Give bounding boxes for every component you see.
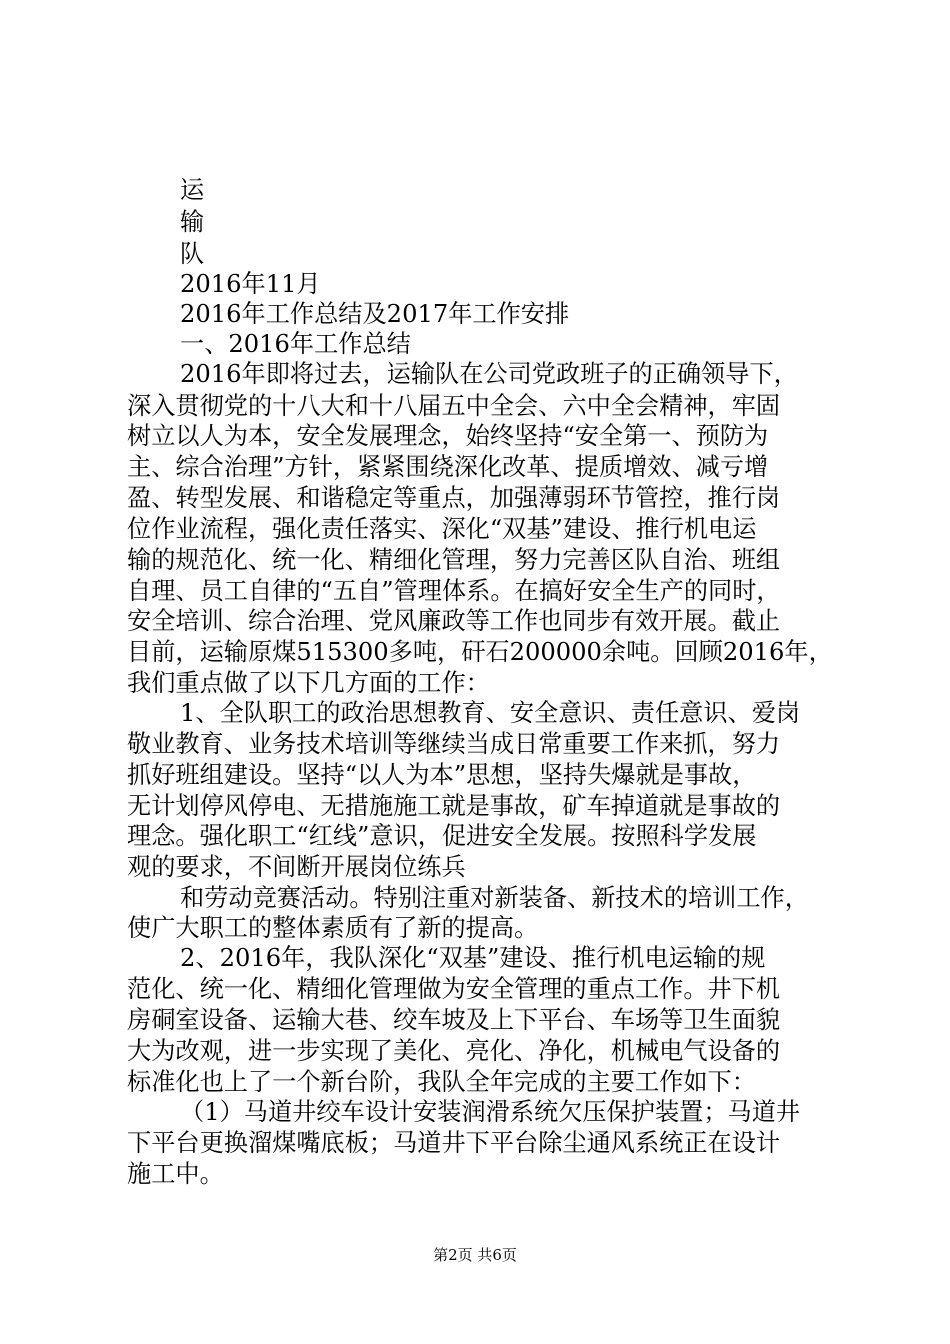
body-line: 目前，运输原煤515300多吨，矸石200000余吨。回顾2016年， — [127, 638, 833, 666]
document-title: 2016年工作总结及2017年工作安排 — [180, 300, 570, 328]
body-line: 无计划停风停电、无措施施工就是事故，矿车掉道就是事故的 — [127, 792, 781, 820]
body-line: 施工中。 — [127, 1160, 224, 1188]
body-line: 使广大职工的整体素质有了新的提高。 — [127, 914, 539, 942]
body-line: （1）马道井绞车设计安装润滑系统欠压保护装置；马道井 — [180, 1098, 801, 1126]
body-line: 范化、统一化、精细化管理做为安全管理的重点工作。井下机 — [127, 975, 781, 1003]
body-line: 观的要求，不间断开展岗位练兵 — [127, 853, 466, 881]
body-line: 安全培训、综合治理、党风廉政等工作也同步有效开展。截止 — [127, 607, 781, 635]
body-line: 理念。强化职工“红线”意识，促进安全发展。按照科学发展 — [127, 822, 757, 850]
body-line: 大为改观，进一步实现了美化、亮化、净化，机械电气设备的 — [127, 1037, 781, 1065]
cover-line-1: 运 — [180, 176, 205, 204]
section-heading: 一、2016年工作总结 — [180, 330, 411, 358]
body-line: 敬业教育、业务技术培训等继续当成日常重要工作来抓，努力 — [127, 730, 781, 758]
body-line: 标准化也上了一个新台阶，我队全年完成的主要工作如下： — [127, 1068, 756, 1096]
body-line: 2016年即将过去，运输队在公司党政班子的正确领导下， — [180, 360, 798, 388]
body-line: 1、全队职工的政治思想教育、安全意识、责任意识、爱岗 — [180, 699, 801, 727]
body-line: 抓好班组建设。坚持“以人为本”思想，坚持失爆就是事故， — [127, 761, 757, 789]
body-line: 树立以人为本，安全发展理念，始终坚持“安全第一、预防为 — [127, 422, 769, 450]
body-line: 深入贯彻党的十八大和十八届五中全会、六中全会精神，牢固 — [127, 392, 781, 420]
body-line: 下平台更换溜煤嘴底板；马道井下平台除尘通风系统正在设计 — [127, 1129, 781, 1157]
cover-line-3: 队 — [180, 240, 205, 268]
body-line: 位作业流程，强化责任落实、深化“双基”建设、推行机电运 — [127, 515, 757, 543]
body-line: 盈、转型发展、和谐稳定等重点，加强薄弱环节管控，推行岗 — [127, 484, 781, 512]
body-line: 自理、员工自律的“五自”管理体系。在搞好安全生产的同时， — [127, 577, 781, 605]
cover-date: 2016年11月 — [180, 270, 321, 298]
body-line: 房硐室设备、运输大巷、绞车坡及上下平台、车场等卫生面貌 — [127, 1006, 781, 1034]
cover-line-2: 输 — [180, 208, 205, 236]
body-line: 和劳动竞赛活动。特别注重对新装备、新技术的培训工作， — [180, 884, 809, 912]
body-line: 我们重点做了以下几方面的工作： — [127, 669, 490, 697]
body-line: 输的规范化、统一化、精细化管理，努力完善区队自治、班组 — [127, 546, 781, 574]
page-footer: 第2页 共6页 — [433, 1246, 517, 1264]
body-line: 2、2016年，我队深化“双基”建设、推行机电运输的规 — [180, 944, 766, 972]
body-line: 主、综合治理”方针，紧紧围绕深化改革、提质增效、减亏增 — [127, 453, 769, 481]
